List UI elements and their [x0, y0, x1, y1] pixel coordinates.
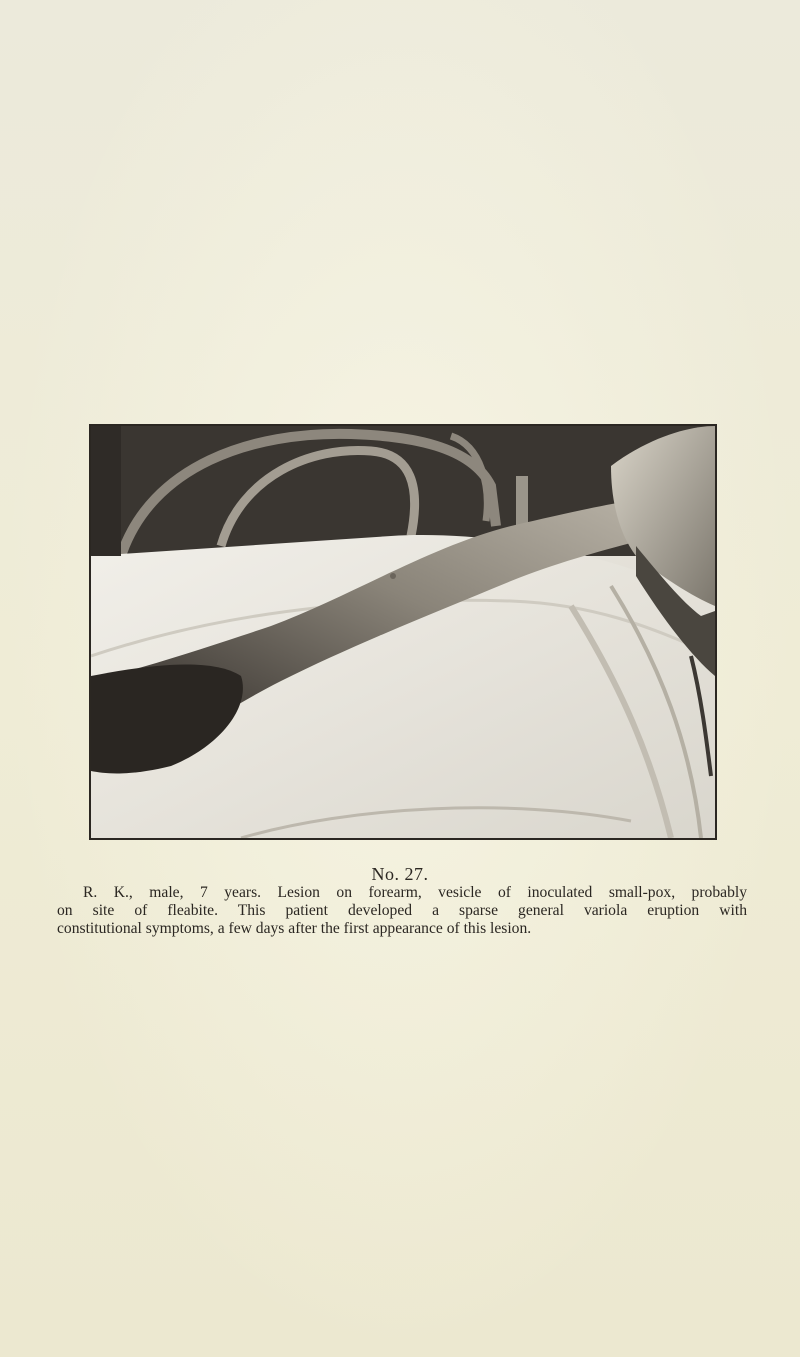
caption-line: constitutional symptoms, a few days after the first appearance of this lesion.	[57, 920, 532, 937]
plate-number: No. 27.	[371, 864, 429, 884]
clinical-photograph	[89, 424, 717, 840]
plate-caption	[57, 884, 747, 938]
photo-forearm-on-bed	[91, 426, 715, 838]
caption-line: R. K., male, 7 years. Lesion on forearm, vesicle of inoculated small-pox, probably	[83, 884, 747, 901]
caption-line: on site of fleabite. This patient developed a sparse general variola eruption with	[57, 902, 747, 919]
